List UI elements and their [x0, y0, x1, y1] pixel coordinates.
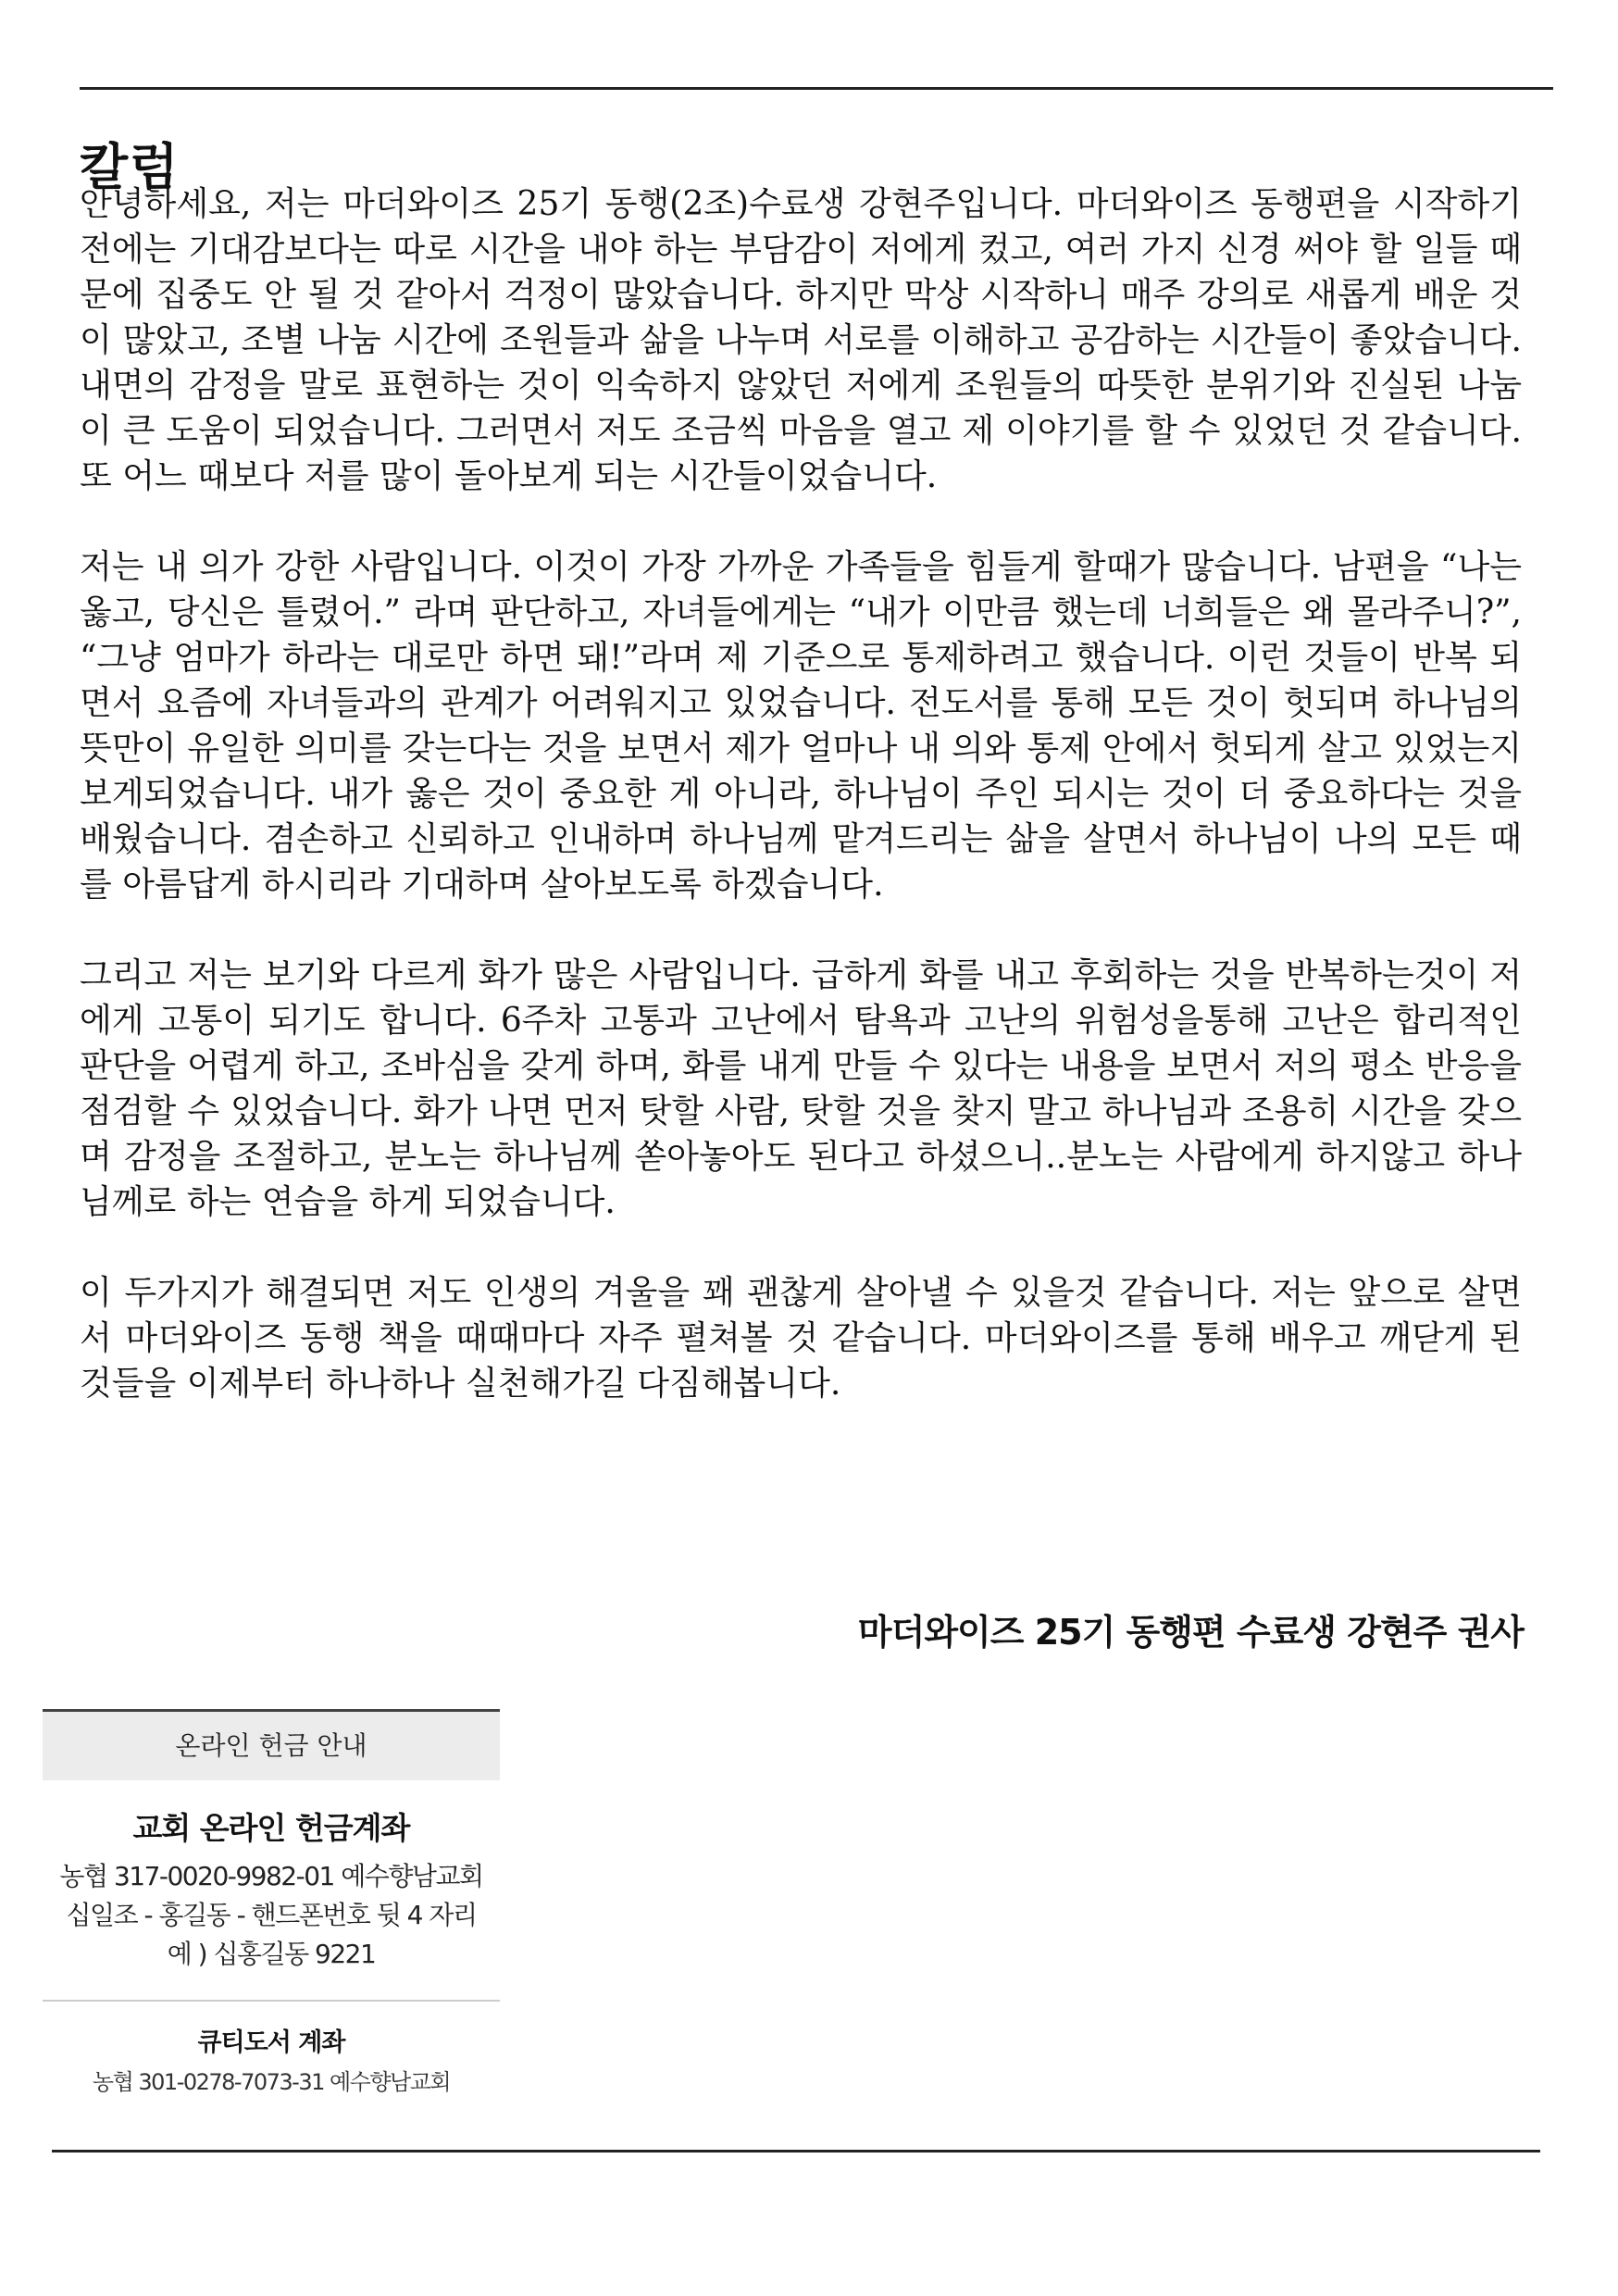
column-paragraph-2: 저는 내 의가 강한 사람입니다. 이것이 가장 가까운 가족들을 힘들게 할때가 많습니다. 남편을 “나는 옳고, 당신은 틀렸어.” 라며 판단하고, 자녀들에게는 “내가 이만큼 했는데 너희들은 왜 몰라주니?”, “그냥 엄마가 하라는 대로만 하면 돼!”라며 제 기준으로 통제하려고 했습니다. 이런 것들이 반복 되면서 요즘에 자녀들과의 관계가 어려워지고 있었습니다. 전도서를 통해 모든 것이 헛되며 하나님의 뜻만이 유일한 의미를 갖는다는 것을 보면서 제가 얼마나 내 의와 통제 안에서 헛되게 살고 있었는지 보게되었습니다. 내가 옳은 것이 중요한 게 아니라, 하나님이 주인 되시는 것이 더 중요하다는 것을 배웠습니다. 겸손하고 신뢰하고 인내하며 하나님께 맡겨드리는 삶을 살면서 하나님이 나의 모든 때를 아름답게 하시리라 기대하며 살아보도록 하겠습니다.: [80, 548, 1522, 904]
offering-instruction: 십일조 - 홍길동 - 핸드폰번호 뒷 4 자리: [66, 1900, 477, 1930]
column-signature: 마더와이즈 25기 동행편 수료생 강현주 권사: [857, 1612, 1524, 1653]
qt-book-account-number: 농협 301-0278-7073-31 예수향남교회: [92, 2069, 451, 2095]
offering-example: 예 ) 십홍길동 9221: [167, 1939, 376, 1969]
column-body: [80, 181, 1522, 1406]
offering-account-title: 교회 온라인 헌금계좌: [132, 1810, 410, 1846]
offering-account-number: 농협 317-0020-9982-01 예수향남교회: [59, 1861, 483, 1891]
top-rule: [80, 87, 1553, 90]
bottom-rule: [52, 2150, 1540, 2152]
online-offering-box: [43, 1709, 500, 2096]
column-paragraph-1: 안녕하세요, 저는 마더와이즈 25기 동행(2조)수료생 강현주입니다. 마더와이즈 동행편을 시작하기 전에는 기대감보다는 따로 시간을 내야 하는 부담감이 저에게 컸고, 여러 가지 신경 써야 할 일들 때문에 집중도 안 될 것 같아서 걱정이 많았습니다. 하지만 막상 시작하니 매주 강의로 새롭게 배운 것이 많았고, 조별 나눔 시간에 조원들과 삶을 나누며 서로를 이해하고 공감하는 시간들이 좋았습니다. 내면의 감정을 말로 표현하는 것이 익숙하지 않았던 저에게 조원들의 따뜻한 분위기와 진실된 나눔이 큰 도움이 되었습니다. 그러면서 저도 조금씩 마음을 열고 제 이야기를 할 수 있었던 것 같습니다. 또 어느 때보다 저를 많이 돌아보게 되는 시간들이었습니다.: [80, 185, 1522, 495]
column-title: 칼럼: [80, 137, 180, 197]
column-paragraph-4: 이 두가지가 해결되면 저도 인생의 겨울을 꽤 괜찮게 살아낼 수 있을것 같습니다. 저는 앞으로 살면서 마더와이즈 동행 책을 때때마다 자주 펼쳐볼 것 같습니다. 마더와이즈를 통해 배우고 깨닫게 된 것들을 이제부터 하나하나 실천해가길 다짐해봅니다.: [80, 1274, 1522, 1403]
column-paragraph-3: 그리고 저는 보기와 다르게 화가 많은 사람입니다. 급하게 화를 내고 후회하는 것을 반복하는것이 저에게 고통이 되기도 합니다. 6주차 고통과 고난에서 탐욕과 고난의 위험성을통해 고난은 합리적인 판단을 어렵게 하고, 조바심을 갖게 하며, 화를 내게 만들 수 있다는 내용을 보면서 저의 평소 반응을 점검할 수 있었습니다. 화가 나면 먼저 탓할 사람, 탓할 것을 찾지 말고 하나님과 조용히 시간을 갖으며 감정을 조절하고, 분노는 하나님께 쏟아놓아도 된다고 하셨으니..분노는 사람에게 하지않고 하나님께로 하는 연습을 하게 되었습니다.: [80, 956, 1522, 1221]
offering-header: 온라인 헌금 안내: [43, 1709, 500, 1780]
offering-divider: [43, 2000, 500, 2002]
qt-book-account-title: 큐티도서 계좌: [197, 2028, 345, 2057]
